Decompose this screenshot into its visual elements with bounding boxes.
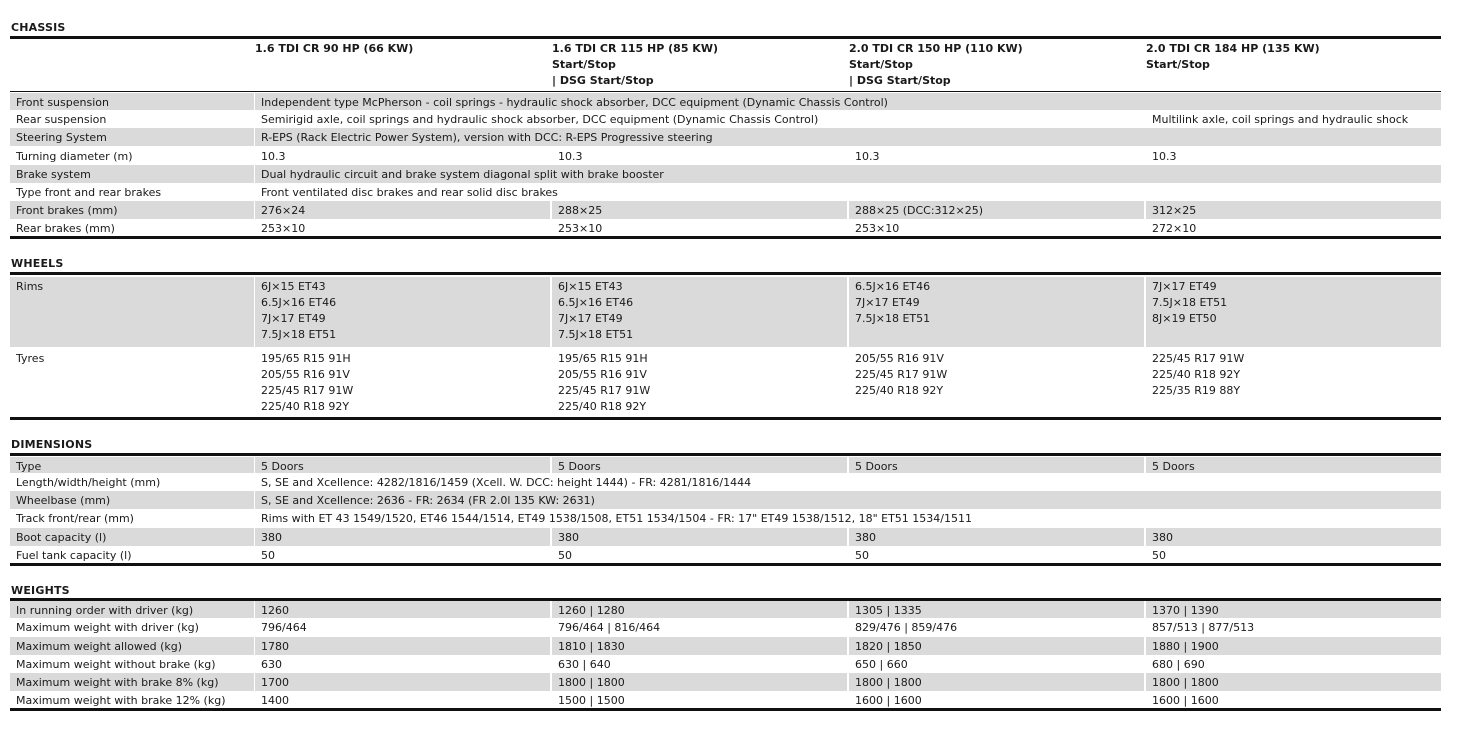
row-label: Maximum weight with brake 12% (kg) — [16, 694, 226, 707]
row-value: 829/476 | 859/476 — [855, 621, 958, 634]
column-header-4: 2.0 TDI CR 184 HP (135 KW) Start/Stop — [1146, 42, 1320, 71]
row-label: Brake system — [10, 165, 254, 183]
table-row — [10, 509, 1441, 527]
row-value: 288×25 — [552, 201, 847, 219]
section-title-dimensions: DIMENSIONS — [11, 438, 93, 451]
row-value: 312×25 — [1146, 201, 1441, 219]
table-row — [10, 546, 1441, 563]
row-value: 380 — [255, 528, 550, 546]
row-label: Rear suspension — [16, 113, 107, 126]
table-row — [10, 219, 1441, 236]
row-value: 1880 | 1900 — [1146, 637, 1441, 655]
row-value: 6J×15 ET43 6.5J×16 ET46 7J×17 ET49 7.5J×18 ET51 — [552, 277, 847, 347]
row-value: 10.3 — [1152, 150, 1177, 163]
row-value: Front ventilated disc brakes and rear solid disc brakes — [261, 186, 558, 199]
row-value: S, SE and Xcellence: 4282/1816/1459 (Xcell. W. DCC: height 1444) - FR: 4281/1816/1444 — [261, 476, 752, 489]
row-value: 253×10 — [261, 222, 306, 235]
table-row — [10, 147, 1441, 165]
row-value: 5 Doors — [1146, 457, 1441, 473]
row-label: Steering System — [10, 128, 254, 146]
row-value: 1800 | 1800 — [552, 673, 847, 691]
row-value: 5 Doors — [849, 457, 1144, 473]
row-value: 225/45 R17 91W 225/40 R18 92Y 225/35 R19 88Y — [1152, 352, 1245, 397]
row-value: 288×25 (DCC:312×25) — [849, 201, 1144, 219]
row-label: Type front and rear brakes — [16, 186, 162, 199]
row-value: 50 — [1152, 549, 1166, 562]
divider — [10, 36, 1441, 39]
row-value: 5 Doors — [552, 457, 847, 473]
divider — [10, 417, 1441, 420]
row-value: 272×10 — [1152, 222, 1197, 235]
row-value: 1370 | 1390 — [1146, 601, 1441, 618]
divider — [10, 272, 1441, 275]
divider — [10, 563, 1441, 566]
row-value: 50 — [261, 549, 275, 562]
table-row — [10, 128, 1441, 146]
row-value: Semirigid axle, coil springs and hydraulic shock absorber, DCC equipment (Dynamic Chassis Control) — [261, 113, 819, 126]
row-value: 205/55 R16 91V 225/45 R17 91W 225/40 R18 92Y — [855, 352, 948, 397]
table-row — [10, 655, 1441, 673]
row-label: In running order with driver (kg) — [10, 601, 254, 618]
row-value: 6J×15 ET43 6.5J×16 ET46 7J×17 ET49 7.5J×18 ET51 — [255, 277, 550, 347]
row-value: 1400 — [261, 694, 289, 707]
row-value: Multilink axle, coil springs and hydraulic shock — [1152, 113, 1409, 126]
row-value: 276×24 — [255, 201, 550, 219]
section-title-wheels: WHEELS — [11, 257, 64, 270]
row-label: Rims — [10, 277, 254, 347]
column-header-3: 2.0 TDI CR 150 HP (110 KW) Start/Stop | DSG Start/Stop — [849, 42, 1023, 87]
row-value: Independent type McPherson - coil springs - hydraulic shock absorber, DCC equipment (Dynamic Chassis Control) — [255, 93, 1441, 110]
table-row — [10, 349, 1441, 417]
row-label: Front brakes (mm) — [10, 201, 254, 219]
row-value: 1500 | 1500 — [558, 694, 625, 707]
row-label: Type — [10, 457, 254, 473]
table-row — [10, 110, 1441, 128]
row-value: 1600 | 1600 — [1152, 694, 1219, 707]
row-value: 253×10 — [558, 222, 603, 235]
row-value: 1820 | 1850 — [849, 637, 1144, 655]
row-value: 630 | 640 — [558, 658, 611, 671]
column-header-1: 1.6 TDI CR 90 HP (66 KW) — [255, 42, 414, 55]
column-header-2: 1.6 TDI CR 115 HP (85 KW) Start/Stop | DSG Start/Stop — [552, 42, 718, 87]
row-value: 10.3 — [261, 150, 286, 163]
section-title-chassis: CHASSIS — [11, 21, 66, 34]
divider — [10, 236, 1441, 239]
row-value: 10.3 — [855, 150, 880, 163]
table-row — [10, 691, 1441, 708]
row-label: Rear brakes (mm) — [16, 222, 115, 235]
row-label: Maximum weight with brake 8% (kg) — [10, 673, 254, 691]
row-value: 796/464 | 816/464 — [558, 621, 661, 634]
row-label: Front suspension — [10, 93, 254, 110]
row-label: Maximum weight with driver (kg) — [16, 621, 199, 634]
row-value: 1780 — [255, 637, 550, 655]
table-row — [10, 93, 1441, 110]
row-value: 1800 | 1800 — [849, 673, 1144, 691]
divider — [10, 453, 1441, 456]
row-label: Fuel tank capacity (l) — [16, 549, 132, 562]
table-row — [10, 183, 1441, 201]
row-value: 857/513 | 877/513 — [1152, 621, 1255, 634]
row-value: S, SE and Xcellence: 2636 - FR: 2634 (FR 2.0l 135 KW: 2631) — [255, 491, 1441, 509]
row-value: 50 — [855, 549, 869, 562]
table-row — [10, 165, 1441, 183]
row-value: 195/65 R15 91H 205/55 R16 91V 225/45 R17 91W 225/40 R18 92Y — [261, 352, 354, 413]
row-label: Tyres — [16, 352, 45, 365]
row-value: Rims with ET 43 1549/1520, ET46 1544/1514, ET49 1538/1508, ET51 1534/1504 - FR: 17" ET49 1538/1512, 18" ET51 1534/1511 — [261, 512, 972, 525]
row-value: 380 — [849, 528, 1144, 546]
divider — [10, 91, 1441, 92]
row-label: Track front/rear (mm) — [16, 512, 134, 525]
row-value: 1305 | 1335 — [849, 601, 1144, 618]
row-value: 630 — [261, 658, 282, 671]
row-value: 1800 | 1800 — [1146, 673, 1441, 691]
row-value: 380 — [1146, 528, 1441, 546]
row-value: 6.5J×16 ET46 7J×17 ET49 7.5J×18 ET51 — [849, 277, 1144, 347]
table-row — [10, 673, 1441, 691]
row-value: 680 | 690 — [1152, 658, 1205, 671]
row-value: 380 — [552, 528, 847, 546]
row-value: 650 | 660 — [855, 658, 908, 671]
row-label: Wheelbase (mm) — [10, 491, 254, 509]
table-row — [10, 201, 1441, 219]
row-value: 195/65 R15 91H 205/55 R16 91V 225/45 R17 91W 225/40 R18 92Y — [558, 352, 651, 413]
row-label: Boot capacity (l) — [10, 528, 254, 546]
row-value: 253×10 — [855, 222, 900, 235]
row-value: 1260 — [255, 601, 550, 618]
row-value: 10.3 — [558, 150, 583, 163]
row-value: 1700 — [255, 673, 550, 691]
table-row — [10, 473, 1441, 491]
row-label: Maximum weight allowed (kg) — [10, 637, 254, 655]
row-value: 5 Doors — [255, 457, 550, 473]
row-value: Dual hydraulic circuit and brake system diagonal split with brake booster — [255, 165, 1441, 183]
table-row — [10, 277, 1441, 347]
row-value: R-EPS (Rack Electric Power System), version with DCC: R-EPS Progressive steering — [255, 128, 1441, 146]
row-value: 1260 | 1280 — [552, 601, 847, 618]
table-row — [10, 491, 1441, 509]
table-row — [10, 528, 1441, 546]
table-row — [10, 637, 1441, 655]
row-label: Turning diameter (m) — [16, 150, 133, 163]
row-value: 50 — [558, 549, 572, 562]
divider — [10, 708, 1441, 711]
row-value: 1810 | 1830 — [552, 637, 847, 655]
row-value: 7J×17 ET49 7.5J×18 ET51 8J×19 ET50 — [1146, 277, 1441, 347]
table-row — [10, 601, 1441, 618]
table-row — [10, 457, 1441, 473]
row-value: 1600 | 1600 — [855, 694, 922, 707]
row-label: Maximum weight without brake (kg) — [16, 658, 216, 671]
row-label: Length/width/height (mm) — [16, 476, 161, 489]
section-title-weights: WEIGHTS — [11, 584, 70, 597]
table-row — [10, 618, 1441, 636]
row-value: 796/464 — [261, 621, 307, 634]
